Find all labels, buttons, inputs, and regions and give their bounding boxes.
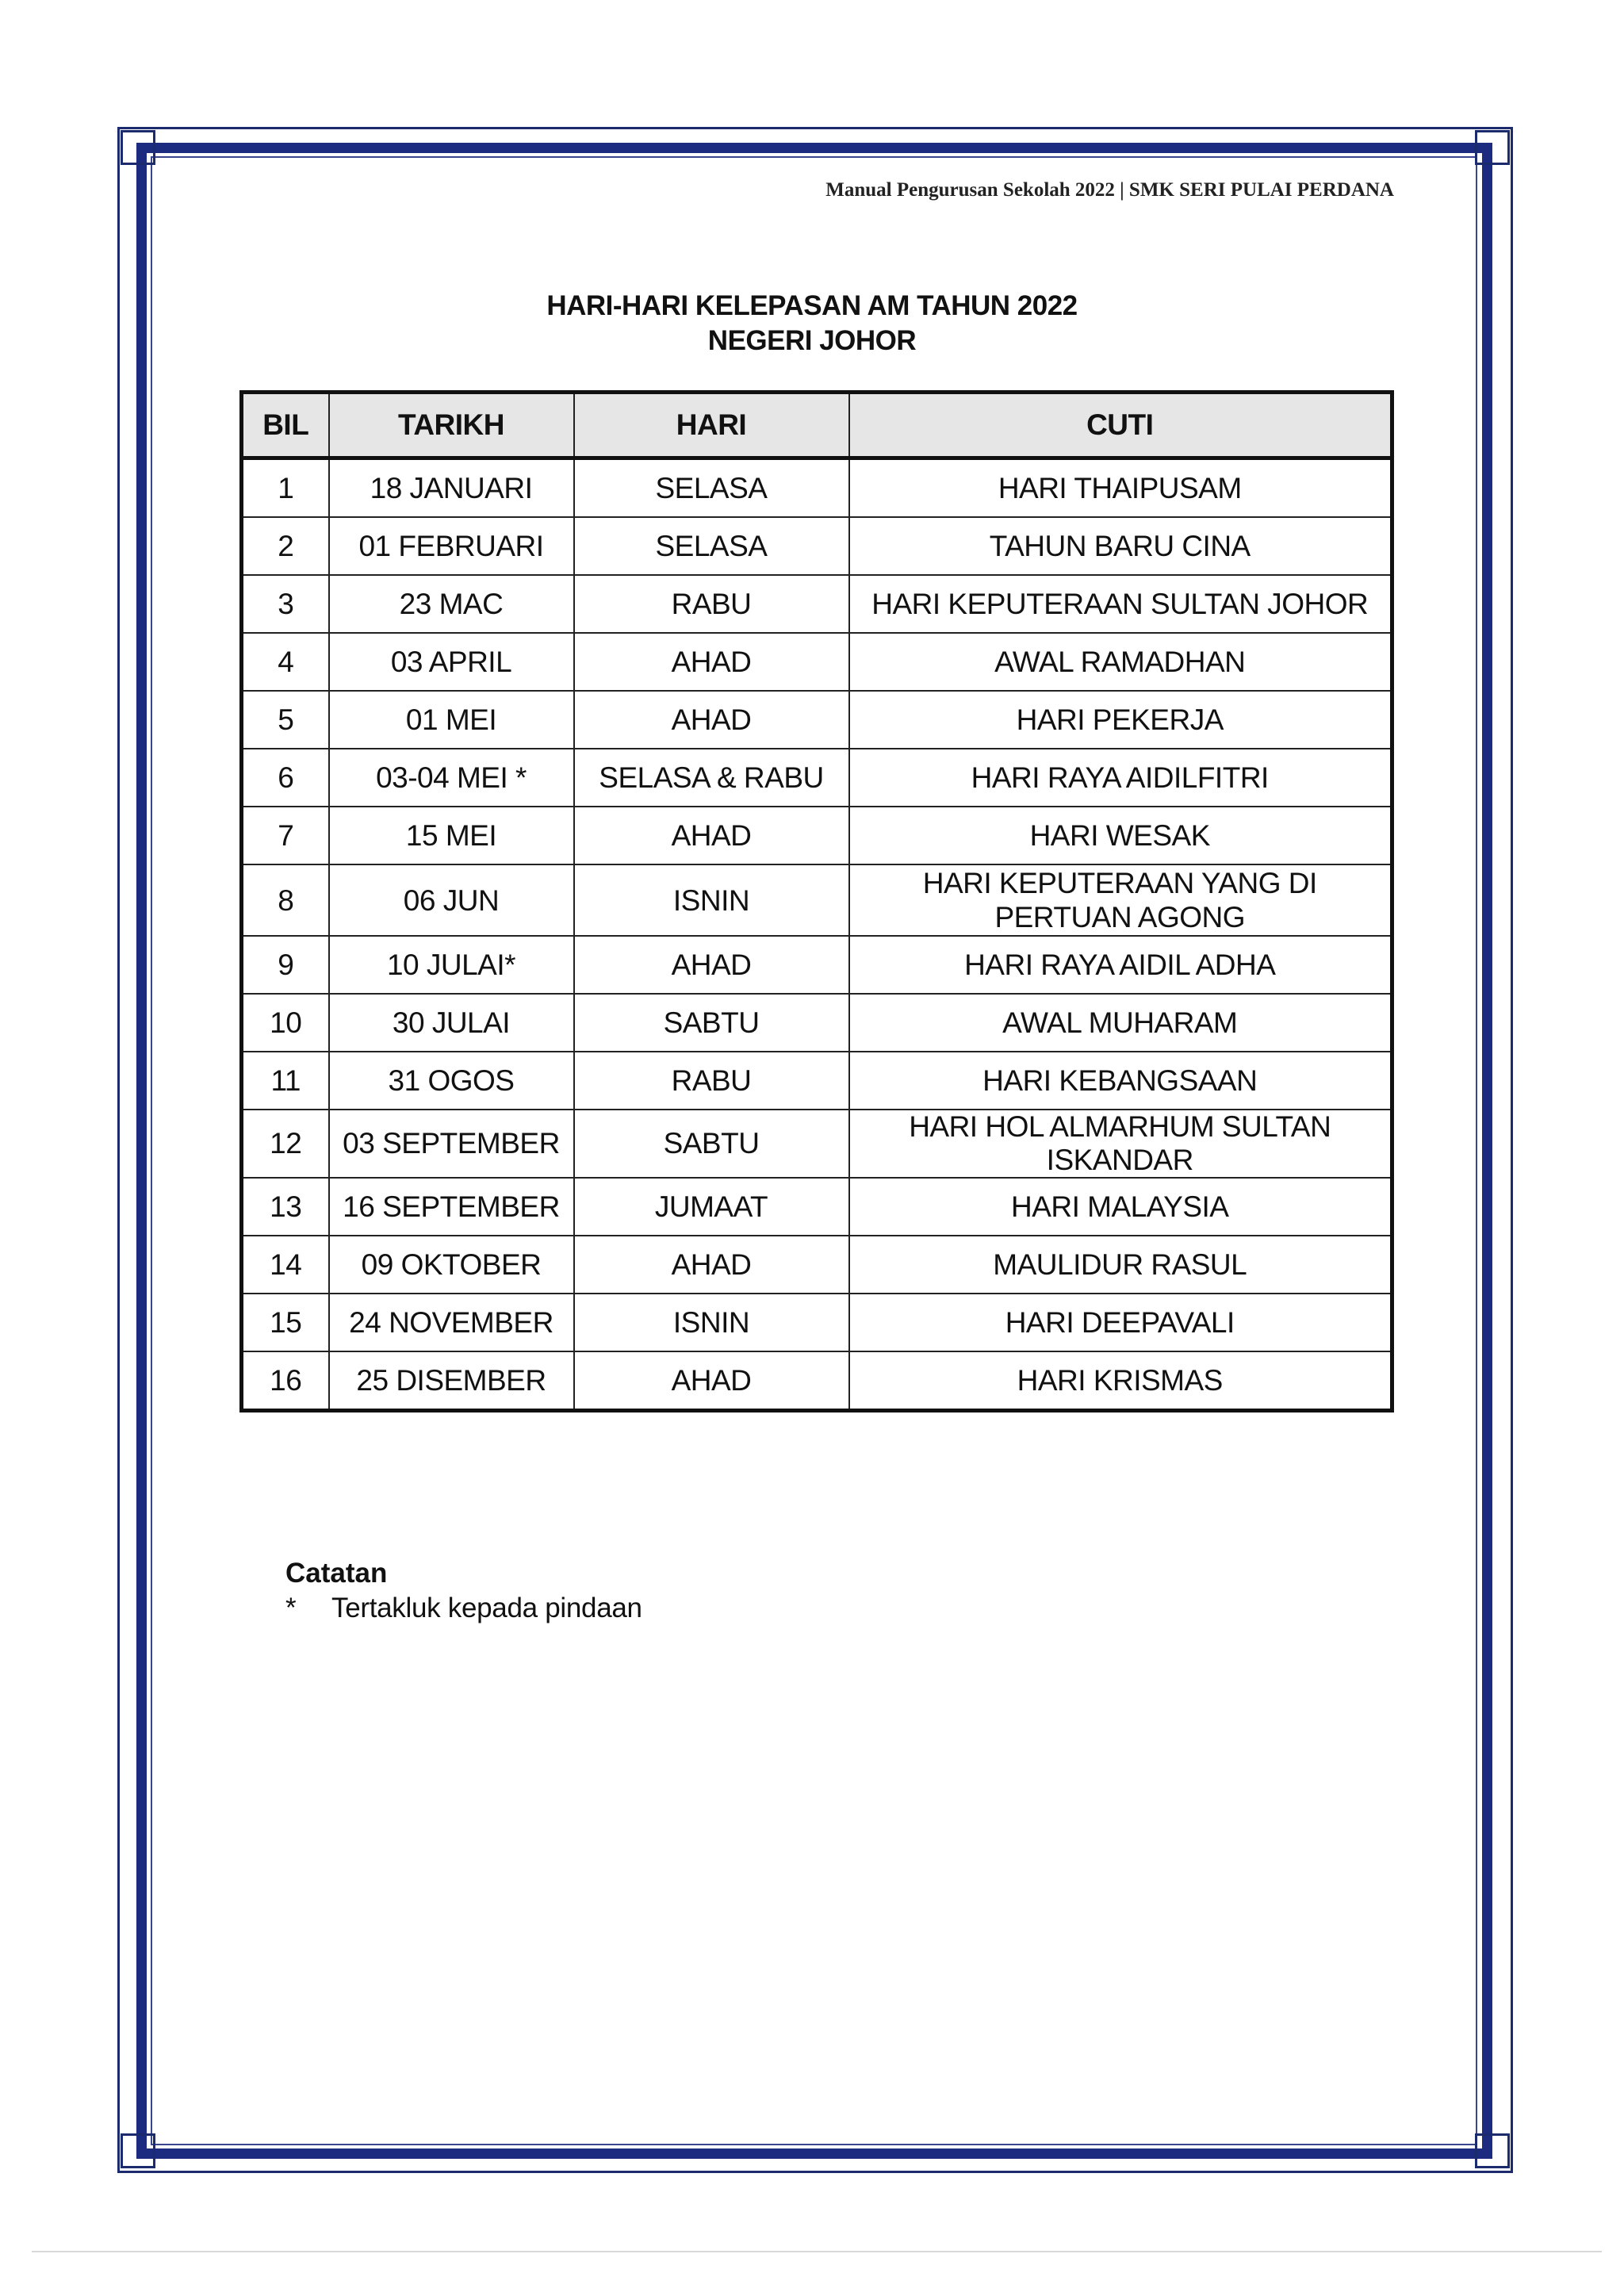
column-header-hari: HARI [574, 393, 849, 458]
cell-tarikh: 15 MEI [329, 807, 574, 864]
cell-tarikh: 30 JULAI [329, 994, 574, 1052]
page-subtitle: NEGERI JOHOR [707, 325, 917, 356]
table-row [242, 1178, 1392, 1236]
table-row [242, 1110, 1392, 1178]
cell-tarikh: 16 SEPTEMBER [329, 1178, 574, 1236]
cell-cuti: HARI PEKERJA [849, 691, 1392, 749]
cell-bil: 3 [242, 575, 329, 633]
cell-tarikh: 23 MAC [329, 575, 574, 633]
notes-text: Tertakluk kepada pindaan [331, 1593, 642, 1623]
cell-cuti: MAULIDUR RASUL [849, 1236, 1392, 1294]
cell-cuti: HARI KEPUTERAAN SULTAN JOHOR [849, 575, 1392, 633]
cell-tarikh: 31 OGOS [329, 1052, 574, 1110]
cell-bil: 11 [242, 1052, 329, 1110]
page-title: HARI-HARI KELEPASAN AM TAHUN 2022 [546, 290, 1078, 321]
cell-cuti: HARI DEEPAVALI [849, 1294, 1392, 1351]
cell-hari: RABU [574, 1052, 849, 1110]
cell-cuti: HARI KEBANGSAAN [849, 1052, 1392, 1110]
cell-cuti: AWAL RAMADHAN [849, 633, 1392, 691]
cell-bil: 15 [242, 1294, 329, 1351]
cell-bil: 13 [242, 1178, 329, 1236]
table-row [242, 936, 1392, 994]
table-row [242, 691, 1392, 749]
cell-bil: 1 [242, 458, 329, 518]
notes-line [285, 1593, 642, 1624]
table-row [242, 1052, 1392, 1110]
cell-cuti: HARI HOL ALMARHUM SULTAN ISKANDAR [849, 1110, 1392, 1178]
cell-bil: 12 [242, 1110, 329, 1178]
cell-tarikh: 18 JANUARI [329, 458, 574, 518]
cell-bil: 16 [242, 1351, 329, 1411]
table-row [242, 994, 1392, 1052]
cell-cuti: HARI RAYA AIDIL ADHA [849, 936, 1392, 994]
cell-hari: SELASA & RABU [574, 749, 849, 807]
cell-bil: 14 [242, 1236, 329, 1294]
column-header-bil: BIL [242, 393, 329, 458]
cell-cuti: HARI KEPUTERAAN YANG DI PERTUAN AGONG [849, 864, 1392, 936]
table-row [242, 1294, 1392, 1351]
table-row [242, 1236, 1392, 1294]
cell-hari: AHAD [574, 1351, 849, 1411]
cell-hari: SABTU [574, 1110, 849, 1178]
cell-tarikh: 25 DISEMBER [329, 1351, 574, 1411]
cell-bil: 10 [242, 994, 329, 1052]
cell-hari: AHAD [574, 936, 849, 994]
cell-hari: AHAD [574, 633, 849, 691]
frame-corner-ornament [121, 130, 155, 165]
cell-tarikh: 09 OKTOBER [329, 1236, 574, 1294]
table-row [242, 864, 1392, 936]
notes-asterisk: * [285, 1593, 297, 1623]
table-row [242, 517, 1392, 575]
cell-tarikh: 10 JULAI* [329, 936, 574, 994]
cell-tarikh: 01 FEBRUARI [329, 517, 574, 575]
cell-tarikh: 03 APRIL [329, 633, 574, 691]
cell-tarikh: 01 MEI [329, 691, 574, 749]
cell-bil: 4 [242, 633, 329, 691]
cell-tarikh: 03 SEPTEMBER [329, 1110, 574, 1178]
cell-hari: AHAD [574, 691, 849, 749]
scan-edge-line [32, 2251, 1602, 2252]
cell-hari: ISNIN [574, 1294, 849, 1351]
cell-hari: JUMAAT [574, 1178, 849, 1236]
table-header-row [242, 393, 1392, 458]
table-row [242, 575, 1392, 633]
cell-hari: SELASA [574, 517, 849, 575]
header-note: Manual Pengurusan Sekolah 2022 | SMK SERI PULAI PERDANA [825, 179, 1394, 201]
holidays-table [239, 390, 1394, 1412]
cell-cuti: HARI MALAYSIA [849, 1178, 1392, 1236]
cell-bil: 9 [242, 936, 329, 994]
cell-bil: 8 [242, 864, 329, 936]
table-row [242, 1351, 1392, 1411]
cell-cuti: HARI KRISMAS [849, 1351, 1392, 1411]
notes-heading: Catatan [285, 1558, 388, 1589]
cell-hari: RABU [574, 575, 849, 633]
cell-cuti: HARI THAIPUSAM [849, 458, 1392, 518]
cell-bil: 6 [242, 749, 329, 807]
cell-bil: 7 [242, 807, 329, 864]
table-row [242, 633, 1392, 691]
cell-hari: AHAD [574, 807, 849, 864]
cell-hari: SABTU [574, 994, 849, 1052]
frame-corner-ornament [1475, 2133, 1510, 2168]
column-header-cuti: CUTI [849, 393, 1392, 458]
cell-bil: 5 [242, 691, 329, 749]
column-header-tarikh: TARIKH [329, 393, 574, 458]
cell-hari: ISNIN [574, 864, 849, 936]
cell-cuti: TAHUN BARU CINA [849, 517, 1392, 575]
frame-corner-ornament [121, 2133, 155, 2168]
cell-cuti: HARI WESAK [849, 807, 1392, 864]
cell-cuti: HARI RAYA AIDILFITRI [849, 749, 1392, 807]
cell-hari: SELASA [574, 458, 849, 518]
cell-tarikh: 06 JUN [329, 864, 574, 936]
frame-corner-ornament [1475, 130, 1510, 165]
cell-hari: AHAD [574, 1236, 849, 1294]
cell-tarikh: 24 NOVEMBER [329, 1294, 574, 1351]
cell-cuti: AWAL MUHARAM [849, 994, 1392, 1052]
table-row [242, 749, 1392, 807]
cell-bil: 2 [242, 517, 329, 575]
table-row [242, 807, 1392, 864]
table-row [242, 458, 1392, 518]
cell-tarikh: 03-04 MEI * [329, 749, 574, 807]
